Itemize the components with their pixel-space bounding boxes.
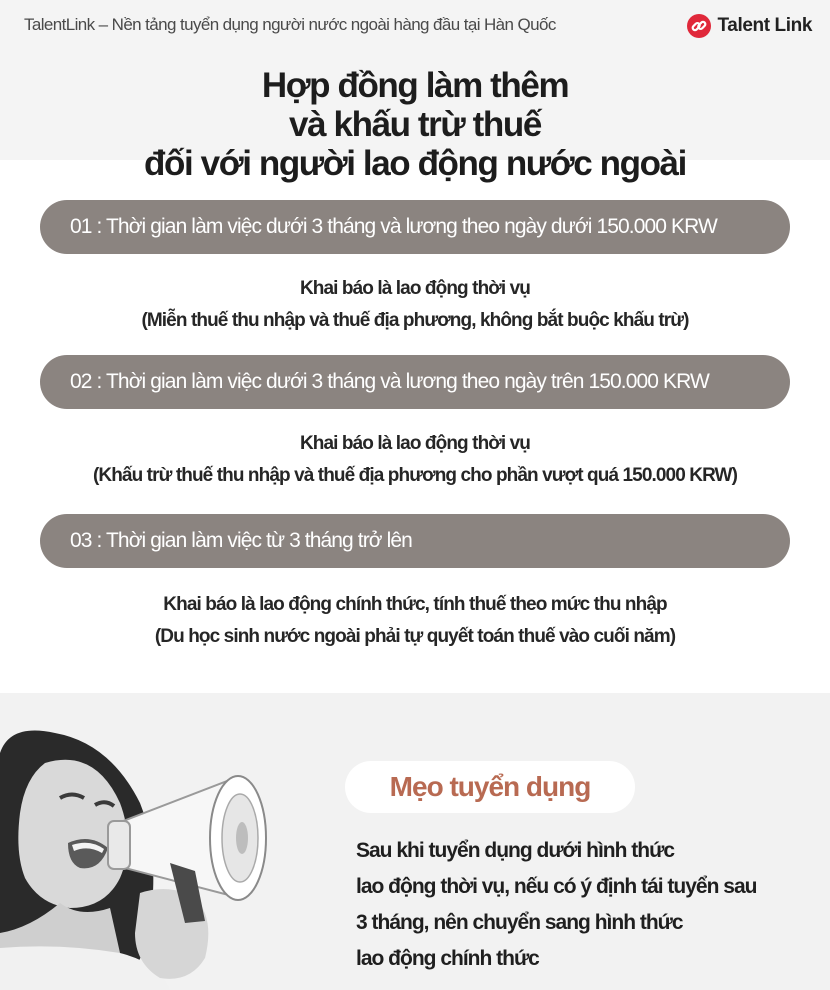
case-3-label: 03 : Thời gian làm việc từ 3 tháng trở lên	[40, 514, 790, 568]
case-1-line-2: (Miễn thuế thu nhập và thuế địa phương, không bắt buộc khấu trừ)	[141, 310, 689, 331]
tip-line-3: 3 tháng, nên chuyển sang hình thức	[356, 911, 683, 934]
case-2-line-1: Khai báo là lao động thời vụ	[299, 433, 531, 454]
talentlink-logo	[687, 12, 812, 40]
tip-line-2: lao động thời vụ, nếu có ý định tái tuyển sau	[356, 875, 757, 898]
case-3-line-2: (Du học sinh nước ngoài phải tự quyết toán thuế vào cuối năm)	[154, 626, 676, 647]
case-3-description	[0, 589, 830, 653]
title-line-3: đối với người lao động nước ngoài	[144, 144, 686, 183]
case-2-line-2: (Khấu trừ thuế thu nhập và thuế địa phương cho phần vượt quá 150.000 KRW)	[92, 465, 738, 486]
case-2-description	[0, 428, 830, 492]
title-line-2: và khấu trừ thuế	[289, 105, 541, 144]
logo-text-link: Link	[774, 15, 812, 36]
tip-line-1: Sau khi tuyển dụng dưới hình thức	[356, 839, 675, 862]
case-1-line-1: Khai báo là lao động thời vụ	[299, 278, 531, 299]
tip-body	[356, 833, 816, 977]
case-2-label: 02 : Thời gian làm việc dưới 3 tháng và lương theo ngày trên 150.000 KRW	[40, 355, 790, 409]
tip-badge	[345, 761, 635, 813]
tip-line-4: lao động chính thức	[356, 947, 539, 970]
link-icon	[687, 14, 711, 38]
page-title	[0, 66, 830, 183]
case-1-description	[0, 273, 830, 337]
woman-with-megaphone-image	[0, 693, 340, 990]
logo-text	[717, 15, 812, 37]
case-3-line-1: Khai báo là lao động chính thức, tính thuế theo mức thu nhập	[163, 594, 667, 615]
tip-title: Mẹo tuyển dụng	[389, 771, 591, 802]
title-line-1: Hợp đồng làm thêm	[261, 66, 569, 105]
case-1-label: 01 : Thời gian làm việc dưới 3 tháng và lương theo ngày dưới 150.000 KRW	[40, 200, 790, 254]
tagline: TalentLink – Nền tảng tuyển dụng người nước ngoài hàng đầu tại Hàn Quốc	[24, 15, 556, 34]
logo-text-talent: Talent	[717, 15, 770, 36]
